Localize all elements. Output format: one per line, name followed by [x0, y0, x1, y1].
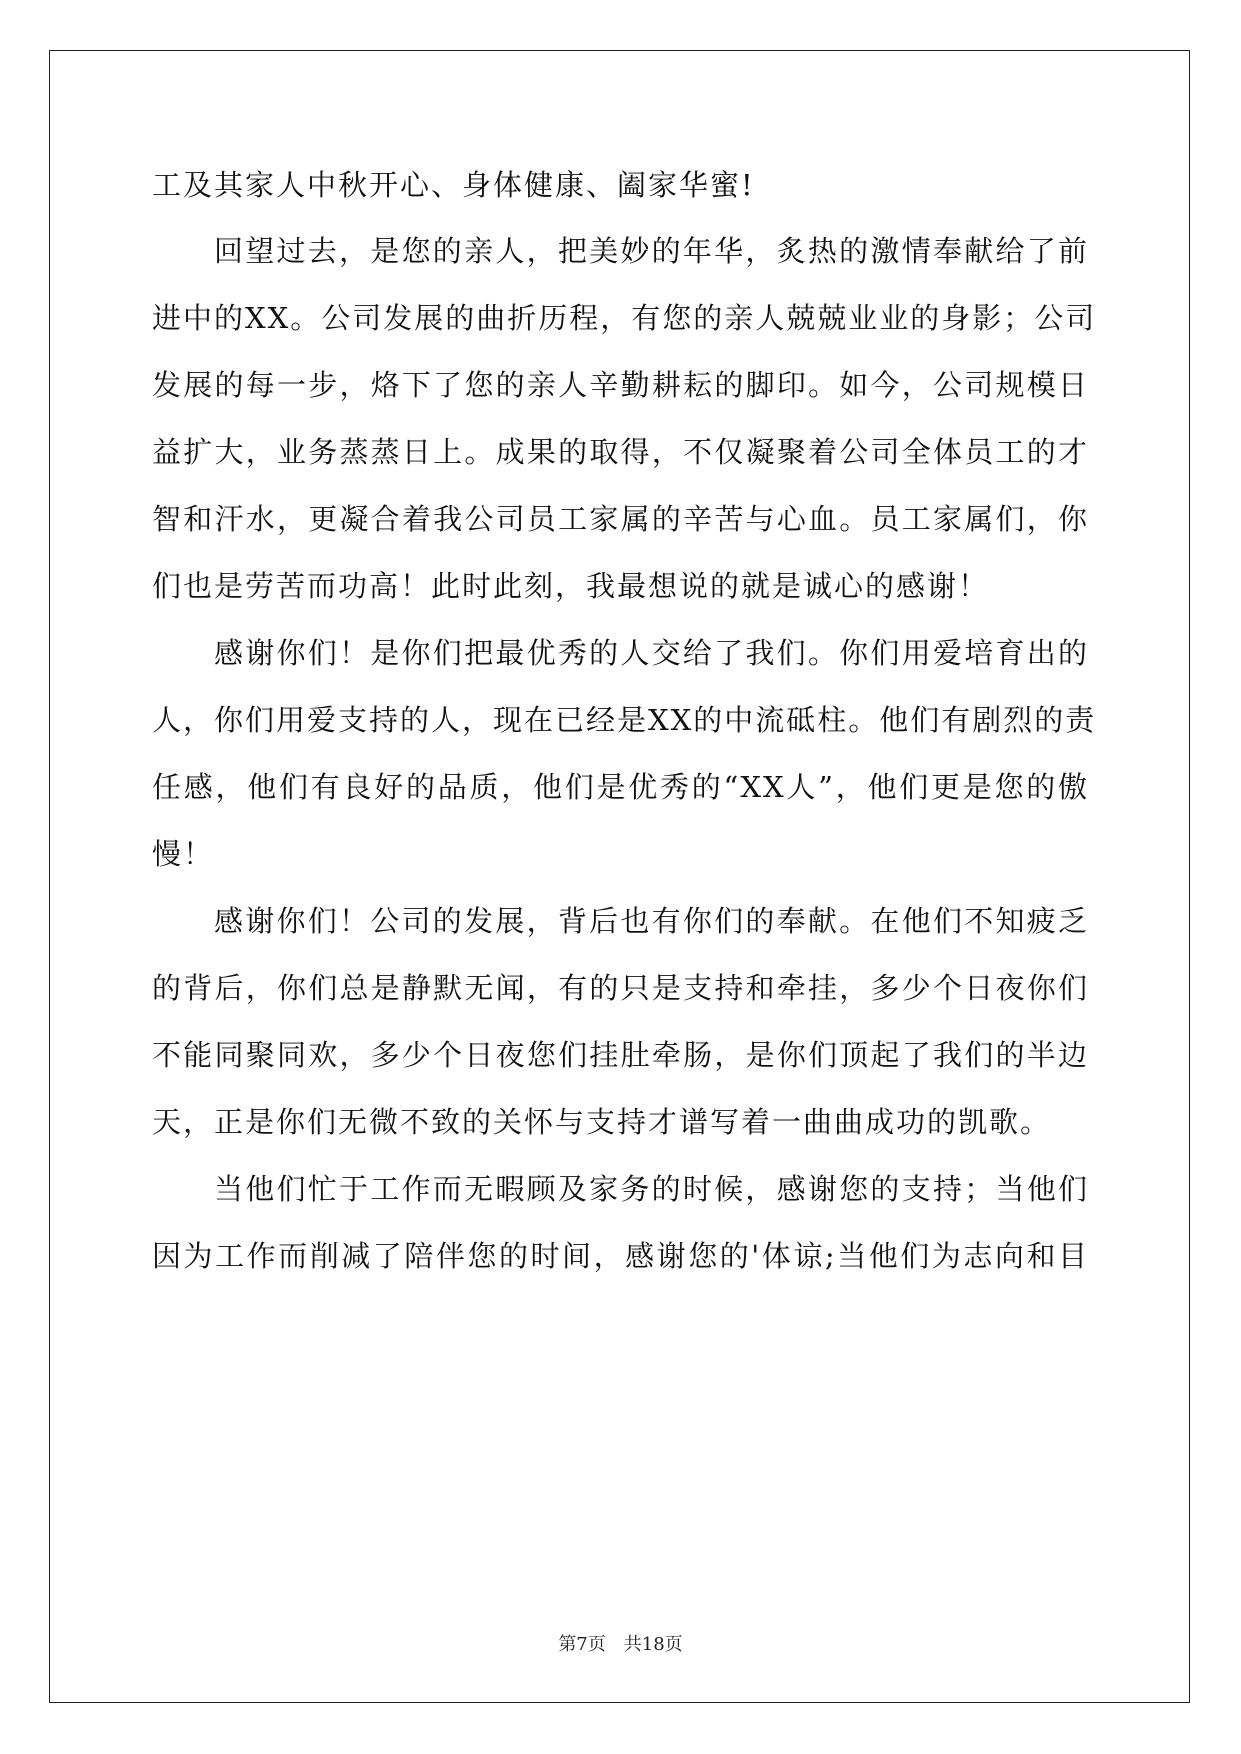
- paragraph-first-line: 当他们忙于工作而无暇顾及家务的时候，感谢您的支持；当他们: [214, 1172, 1089, 1206]
- page-number: 第7页: [558, 1634, 606, 1655]
- text-line: 慢！: [152, 837, 215, 871]
- paragraph-first-line: 感谢你们！是你们把最优秀的人交给了我们。你们用爱培育出的: [214, 636, 1089, 670]
- text-line: 益扩大，业务蒸蒸日上。成果的取得，不仅凝聚着公司全体员工的才: [152, 435, 1089, 469]
- text-line: 任感，他们有良好的品质，他们是优秀的“XX人”，他们更是您的傲: [152, 770, 1089, 804]
- text-line: 不能同聚同欢，多少个日夜您们挂肚牵肠，是你们顶起了我们的半边: [152, 1038, 1089, 1072]
- text-line: 的背后，你们总是静默无闻，有的只是支持和牵挂，多少个日夜你们: [152, 971, 1089, 1005]
- text-line: 智和汗水，更凝合着我公司员工家属的辛苦与心血。员工家属们，你: [152, 502, 1089, 536]
- text-line: 们也是劳苦而功高！此时此刻，我最想说的就是诚心的感谢！: [152, 569, 990, 603]
- text-line: 发展的每一步，烙下了您的亲人辛勤耕耘的脚印。如今，公司规模日: [152, 368, 1089, 402]
- text-line: 因为工作而削减了陪伴您的时间，感谢您的'体谅;当他们为志向和目: [152, 1239, 1089, 1273]
- page-total: 共18页: [623, 1634, 683, 1655]
- page-footer: [0, 1633, 1241, 1657]
- text-line: 天，正是你们无微不致的关怀与支持才谱写着一曲曲成功的凯歌。: [152, 1105, 1052, 1139]
- paragraph-first-line: 感谢你们！公司的发展，背后也有你们的奉献。在他们不知疲乏: [214, 904, 1089, 938]
- text-line: 工及其家人中秋开心、身体健康、阖家华蜜!: [152, 168, 755, 202]
- text-line: 进中的XX。公司发展的曲折历程，有您的亲人兢兢业业的身影；公司: [152, 301, 1097, 335]
- text-line: 人，你们用爱支持的人，现在已经是XX的中流砥柱。他们有剧烈的责: [152, 703, 1097, 737]
- paragraph-first-line: 回望过去，是您的亲人，把美妙的年华，炙热的激情奉献给了前: [214, 234, 1089, 268]
